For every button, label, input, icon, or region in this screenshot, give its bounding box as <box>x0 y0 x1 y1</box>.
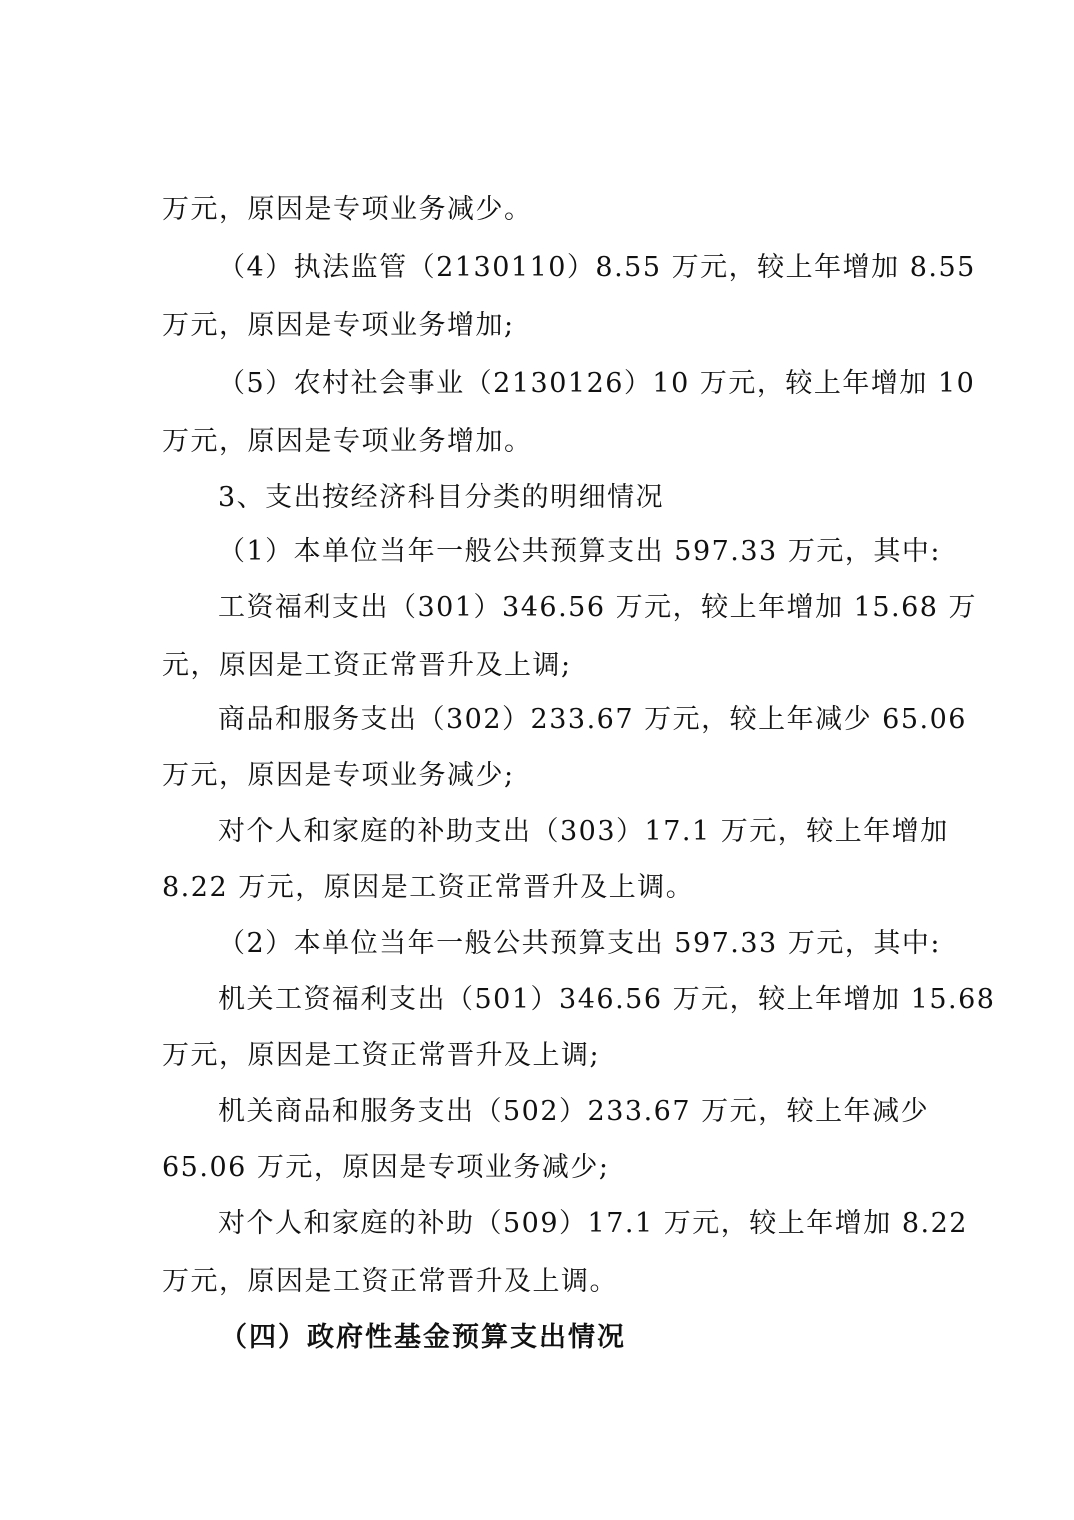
paragraph-line: （1）本单位当年一般公共预算支出 597.33 万元，其中: <box>218 536 941 567</box>
section-heading: （四）政府性基金预算支出情况 <box>220 1322 626 1353</box>
paragraph-line: 元，原因是工资正常晋升及上调; <box>162 650 572 681</box>
paragraph-line: 万元，原因是专项业务减少; <box>162 760 515 791</box>
paragraph-line: 商品和服务支出（302）233.67 万元，较上年减少 65.06 <box>218 704 967 735</box>
paragraph-line: 万元，原因是专项业务减少。 <box>162 194 533 225</box>
paragraph-line: 机关工资福利支出（501）346.56 万元，较上年增加 15.68 <box>218 984 996 1015</box>
paragraph-line: （5）农村社会事业（2130126）10 万元，较上年增加 10 <box>218 368 976 399</box>
paragraph-line: 万元，原因是专项业务增加。 <box>162 426 533 457</box>
paragraph-line: （2）本单位当年一般公共预算支出 597.33 万元，其中: <box>218 928 941 959</box>
paragraph-line: 8.22 万元，原因是工资正常晋升及上调。 <box>162 872 695 903</box>
paragraph-line: 万元，原因是工资正常晋升及上调。 <box>162 1266 618 1297</box>
paragraph-line: 3、支出按经济科目分类的明细情况 <box>218 482 665 513</box>
paragraph-line: 对个人和家庭的补助（509）17.1 万元，较上年增加 8.22 <box>218 1208 968 1239</box>
paragraph-line: 万元，原因是专项业务增加; <box>162 310 515 341</box>
paragraph-line: 65.06 万元，原因是专项业务减少; <box>162 1152 610 1183</box>
paragraph-line: 万元，原因是工资正常晋升及上调; <box>162 1040 601 1071</box>
paragraph-line: （4）执法监管（2130110）8.55 万元，较上年增加 8.55 <box>218 252 976 283</box>
paragraph-line: 对个人和家庭的补助支出（303）17.1 万元，较上年增加 <box>218 816 949 847</box>
paragraph-line: 工资福利支出（301）346.56 万元，较上年增加 15.68 万 <box>218 592 978 623</box>
paragraph-line: 机关商品和服务支出（502）233.67 万元，较上年减少 <box>218 1096 930 1127</box>
